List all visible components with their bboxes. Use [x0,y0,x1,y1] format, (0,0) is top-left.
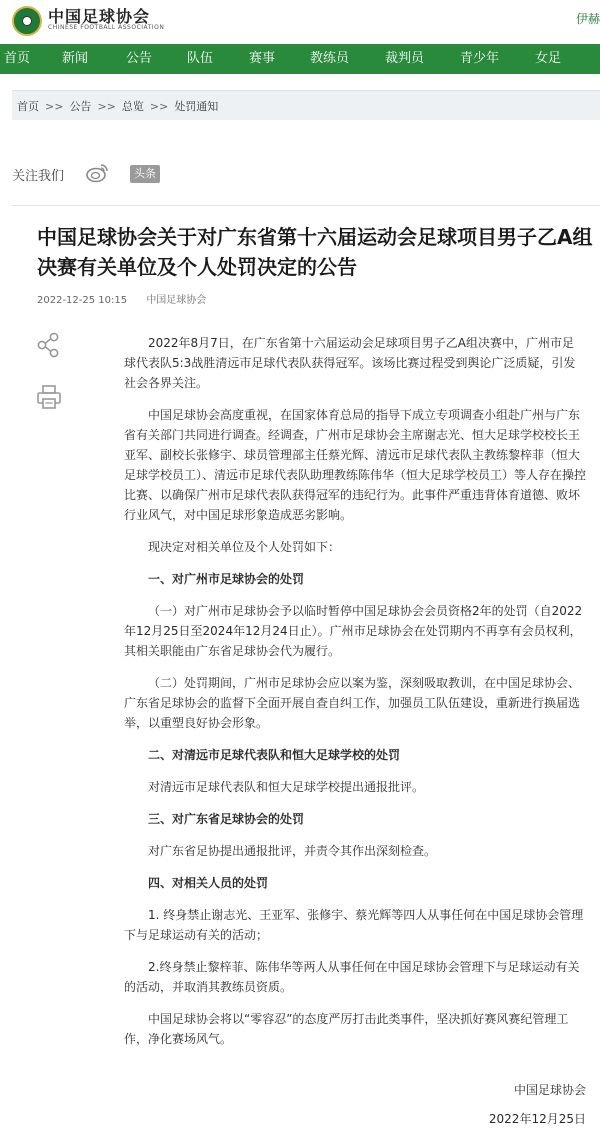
article-body [124,333,586,1061]
header-right-link[interactable]: 伊赫 [575,12,600,26]
section-heading: 一、对广州市足球协会的处罚 [148,572,305,586]
toutiao-icon[interactable]: 头条 [130,165,160,183]
paragraph: 对广东省足协提出通报批评，并责令其作出深刻检查。 [148,844,437,858]
paragraph: 对清远市足球代表队和恒大足球学校提出通报批评。 [148,780,425,794]
article-title: 中国足球协会关于对广东省第十六届运动会足球项目男子乙A组决赛有关单位及个人处罚决定的公告 [37,225,593,279]
nav-item-womens[interactable]: 女足 [535,51,562,66]
breadcrumb-home[interactable]: 首页 [17,100,39,113]
cfa-logo-icon[interactable] [12,6,42,36]
breadcrumb-separator: >> [149,100,169,113]
paragraph: 2.终身禁止黎梓菲、陈伟华等两人从事任何在中国足球协会管理下与足球运动有关的活动，并取消其教练员资质。 [124,960,580,994]
breadcrumb [17,98,218,114]
paragraph: 1. 终身禁止谢志光、王亚军、张修宇、蔡光辉等四人从事任何在中国足球协会管理下与足球运动有关的活动； [124,908,584,942]
paragraph: 中国足球协会高度重视，在国家体育总局的指导下成立专项调查小组赴广州与广东省有关部门共同进行调查。经调查，广州市足球协会主席谢志光、恒大足球学校校长王亚军、副校长张修宇、球员管理部主任蔡光辉、清远市足球代表队主教练黎梓菲（恒大足球学校员工）、清远市足球代表队助理教练陈伟华（恒大足球学校员工）等人存在操控比赛、以确保广州市足球代表队获得冠军的违纪行为。此事件严重违背体育道德、败坏行业风气，对中国足球形象造成恶劣影响。 [124,408,587,522]
breadcrumb-announcements[interactable]: 公告 [69,100,92,113]
paragraph: （一）对广州市足球协会予以临时暂停中国足球协会会员资格2年的处罚（自2022年12月25日至2024年12月24日止）。广州市足球协会在处罚期内不再享有会员权利，其相关职能由广东省足球协会代为履行。 [124,604,583,658]
paragraph: 中国足球协会将以“零容忍”的态度严厉打击此类事件，坚决抓好赛风赛纪管理工作，净化赛场风气。 [124,1012,569,1046]
main-nav [0,44,600,74]
nav-item-youth[interactable]: 青少年 [460,51,500,66]
print-icon[interactable] [36,384,62,410]
breadcrumb-penalty-notice[interactable]: 处罚通知 [174,100,219,113]
breadcrumb-separator: >> [45,100,64,113]
section-heading: 三、对广东省足球协会的处罚 [148,812,305,826]
site-header [0,0,600,40]
section-heading: 二、对清远市足球代表队和恒大足球学校的处罚 [148,748,401,762]
follow-us-label: 关注我们 [12,169,65,184]
article-source: 中国足球协会 [146,295,207,306]
paragraph: 2022年8月7日，在广东省第十六届运动会足球项目男子乙A组决赛中，广州市足球代表队5:3战胜清远市足球代表队获得冠军。该场比赛过程受到舆论广泛质疑，引发社会各界关注。 [124,336,576,390]
weibo-icon[interactable] [86,163,108,183]
nav-item-home[interactable]: 首页 [4,51,31,66]
site-logo-subtitle: CHINESE FOOTBALL ASSOCIATION [48,24,165,31]
breadcrumb-bar [12,90,600,120]
site-logo-text[interactable]: 中国足球协会 [48,7,151,26]
article-meta [37,291,222,306]
breadcrumb-separator: >> [97,100,116,113]
divider [12,205,600,206]
nav-item-referees[interactable]: 裁判员 [385,51,425,66]
nav-item-news[interactable]: 新闻 [62,51,89,66]
breadcrumb-overview[interactable]: 总览 [121,100,144,113]
paragraph: 现决定对相关单位及个人处罚如下： [148,540,341,554]
article-signature: 中国足球协会 [513,1083,586,1097]
share-icon[interactable] [36,332,60,358]
article-sign-date: 2022年12月25日 [488,1112,586,1126]
nav-item-competitions[interactable]: 赛事 [249,51,276,66]
nav-item-announcements[interactable]: 公告 [126,51,153,66]
paragraph: （二）处罚期间，广州市足球协会应以案为鉴，深刻吸取教训，在中国足球协会、广东省足球协会的监督下全面开展自查自纠工作，加强员工队伍建设，重新进行换届选举，以重塑良好协会形象。 [124,676,581,730]
football-icon [22,16,32,26]
section-heading: 四、对相关人员的处罚 [148,876,269,890]
nav-item-teams[interactable]: 队伍 [187,51,214,66]
article-date: 2022-12-25 10:15 [37,295,128,306]
nav-item-coaches[interactable]: 教练员 [310,51,350,66]
